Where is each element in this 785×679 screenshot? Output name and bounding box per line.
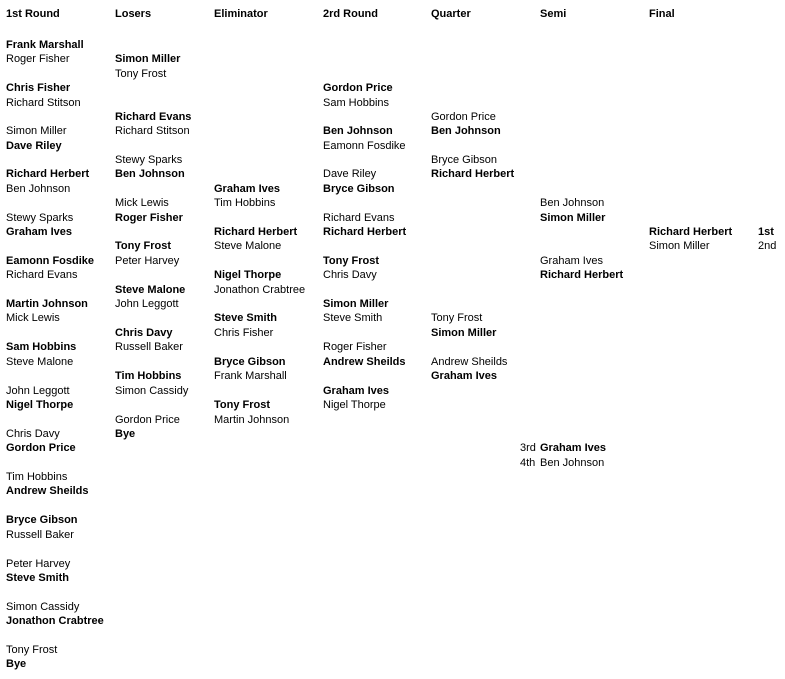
eliminator-match-4-player-1: Steve Smith [214,312,277,324]
round2-match-2-player-1: Ben Johnson [323,125,393,137]
round1-match-6-player-2: Richard Evans [6,269,78,281]
round1-match-14-player-2: Jonathon Crabtree [6,615,104,627]
semi-match-1-player-1: Ben Johnson [540,197,605,209]
round1-match-15-player-2: Bye [6,658,27,670]
eliminator-match-5-player-1: Bryce Gibson [214,356,286,368]
round1-match-2-player-1: Chris Fisher [6,82,71,94]
quarter-match-3-player-2: Simon Miller [431,327,497,339]
round1-match-15-player-1: Tony Frost [6,644,58,656]
round1-match-6-player-1: Eamonn Fosdike [6,255,95,267]
round2-match-6-player-1: Simon Miller [323,298,389,310]
round2-match-8-player-1: Graham Ives [323,385,390,397]
losers-match-8-player-1: Tim Hobbins [115,370,182,382]
header-losers: Losers [115,8,152,20]
losers-match-5-player-2: Peter Harvey [115,255,180,267]
losers-match-5-player-1: Tony Frost [115,240,172,252]
round1-match-10-player-2: Gordon Price [6,442,76,454]
semi-match-2-player-2: Richard Herbert [540,269,624,281]
round2-match-1-player-1: Gordon Price [323,82,393,94]
round1-match-13-player-2: Steve Smith [6,572,69,584]
eliminator-match-1-player-2: Tim Hobbins [214,197,276,209]
round2-match-3-player-1: Dave Riley [323,168,377,180]
eliminator-match-1-player-1: Graham Ives [214,183,281,195]
round1-match-1-player-1: Frank Marshall [6,39,84,51]
fourth-place-label: 4th [520,457,536,469]
losers-match-4-player-2: Roger Fisher [115,212,183,224]
round1-match-5-player-1: Stewy Sparks [6,212,74,224]
header-eliminator: Eliminator [214,8,268,20]
quarter-match-4-player-1: Andrew Sheilds [431,356,508,368]
round1-match-7-player-1: Martin Johnson [6,298,88,310]
losers-match-9-player-1: Gordon Price [115,414,180,426]
first-place-label: 1st [758,226,774,238]
losers-match-2-player-2: Richard Stitson [115,125,190,137]
eliminator-match-3-player-1: Nigel Thorpe [214,269,282,281]
quarter-match-3-player-1: Tony Frost [431,312,483,324]
losers-match-1-player-2: Tony Frost [115,68,167,80]
round2-match-7-player-1: Roger Fisher [323,341,387,353]
losers-match-4-player-1: Mick Lewis [115,197,169,209]
losers-match-6-player-2: John Leggott [115,298,179,310]
round1-match-14-player-1: Simon Cassidy [6,601,80,613]
round1-match-9-player-2: Nigel Thorpe [6,399,74,411]
round1-match-12-player-1: Bryce Gibson [6,514,78,526]
semi-match-2-player-1: Graham Ives [540,255,603,267]
third-place-name: Graham Ives [540,442,607,454]
round1-match-9-player-1: John Leggott [6,385,70,397]
losers-match-8-player-2: Simon Cassidy [115,385,189,397]
round1-match-1-player-2: Roger Fisher [6,53,70,65]
losers-match-2-player-1: Richard Evans [115,111,192,123]
quarter-match-2-player-2: Richard Herbert [431,168,515,180]
header-semi: Semi [540,8,567,20]
losers-match-7-player-1: Chris Davy [115,327,173,339]
fourth-place-name: Ben Johnson [540,457,605,469]
round1-match-13-player-1: Peter Harvey [6,558,71,570]
third-place-label: 3rd [520,442,536,454]
header-quarter: Quarter [431,8,471,20]
round2-match-7-player-2: Andrew Sheilds [323,356,406,368]
eliminator-match-4-player-2: Chris Fisher [214,327,274,339]
quarter-match-2-player-1: Bryce Gibson [431,154,498,166]
eliminator-match-2-player-1: Richard Herbert [214,226,298,238]
round2-match-8-player-2: Nigel Thorpe [323,399,386,411]
quarter-match-1-player-1: Gordon Price [431,111,496,123]
quarter-match-4-player-2: Graham Ives [431,370,498,382]
round1-match-7-player-2: Mick Lewis [6,312,60,324]
semi-match-1-player-2: Simon Miller [540,212,606,224]
round1-match-12-player-2: Russell Baker [6,529,74,541]
final-runner-up: Simon Miller [649,240,710,252]
round1-match-11-player-2: Andrew Sheilds [6,485,89,497]
second-place-label: 2nd [758,240,777,252]
losers-match-6-player-1: Steve Malone [115,284,186,296]
round1-match-8-player-1: Sam Hobbins [6,341,77,353]
round1-match-4-player-2: Ben Johnson [6,183,71,195]
round1-match-5-player-2: Graham Ives [6,226,73,238]
round1-match-3-player-2: Dave Riley [6,140,62,152]
round2-match-3-player-2: Bryce Gibson [323,183,395,195]
round1-match-8-player-2: Steve Malone [6,356,74,368]
eliminator-match-5-player-2: Frank Marshall [214,370,287,382]
round2-match-1-player-2: Sam Hobbins [323,97,390,109]
eliminator-match-2-player-2: Steve Malone [214,240,282,252]
round2-match-4-player-2: Richard Herbert [323,226,407,238]
round2-match-4-player-1: Richard Evans [323,212,395,224]
round1-match-11-player-1: Tim Hobbins [6,471,68,483]
losers-match-3-player-1: Stewy Sparks [115,154,183,166]
eliminator-match-6-player-2: Martin Johnson [214,414,290,426]
losers-match-1-player-1: Simon Miller [115,53,181,65]
losers-match-9-player-2: Bye [115,428,136,440]
quarter-match-1-player-2: Ben Johnson [431,125,501,137]
header-2nd-round: 2rd Round [323,8,378,20]
header-final: Final [649,8,675,20]
round2-match-5-player-2: Chris Davy [323,269,377,281]
round2-match-5-player-1: Tony Frost [323,255,380,267]
round1-match-4-player-1: Richard Herbert [6,168,90,180]
final-winner: Richard Herbert [649,226,733,238]
round2-match-2-player-2: Eamonn Fosdike [323,140,406,152]
round1-match-10-player-1: Chris Davy [6,428,60,440]
round1-match-3-player-1: Simon Miller [6,125,67,137]
losers-match-7-player-2: Russell Baker [115,341,183,353]
round2-match-6-player-2: Steve Smith [323,312,383,324]
header-1st-round: 1st Round [6,8,60,20]
eliminator-match-3-player-2: Jonathon Crabtree [214,284,306,296]
losers-match-3-player-2: Ben Johnson [115,168,185,180]
round1-match-2-player-2: Richard Stitson [6,97,81,109]
eliminator-match-6-player-1: Tony Frost [214,399,271,411]
